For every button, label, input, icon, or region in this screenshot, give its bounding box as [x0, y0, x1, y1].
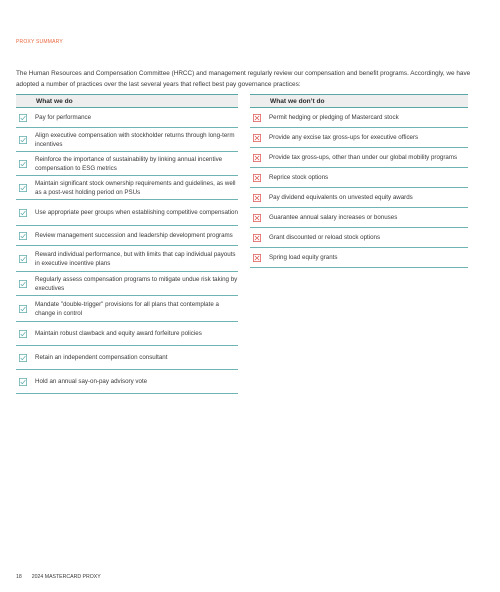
page-footer: [16, 574, 101, 580]
do-item-text: Mandate "double-trigger" provisions for all plans that contemplate a change in control: [35, 300, 219, 317]
what-we-dont-do-table: [250, 94, 468, 268]
dont-item-text: Pay dividend equivalents on unvested equity awards: [269, 194, 413, 201]
checkbox-cross-icon: [253, 214, 261, 222]
do-row: [16, 128, 238, 152]
do-item-text: Hold an annual say-on-pay advisory vote: [35, 378, 148, 385]
dont-row: [250, 208, 468, 228]
checkbox-check-icon: [19, 330, 27, 338]
dont-item-text: Guarantee annual salary increases or bonuses: [269, 214, 398, 221]
dont-item-text: Permit hedging or pledging of Mastercard stock: [269, 114, 399, 121]
dont-item-text: Provide any excise tax gross-ups for executive officers: [269, 134, 419, 141]
dont-row: [250, 248, 468, 268]
dont-row: [250, 168, 468, 188]
do-row: [16, 370, 238, 394]
checkbox-check-icon: [19, 232, 27, 240]
do-row: [16, 346, 238, 370]
do-row: [16, 176, 238, 200]
dont-row: [250, 128, 468, 148]
checkbox-check-icon: [19, 305, 27, 313]
checkbox-check-icon: [19, 255, 27, 263]
do-item-text: Reinforce the importance of sustainability by linking annual incentive compensation to ESG metrics: [35, 155, 223, 172]
do-item-text: Reward individual performance, but with limits that cap individual payouts in executive incentive plans: [35, 250, 236, 267]
checkbox-check-icon: [19, 114, 27, 122]
do-item-text: Maintain significant stock ownership requirements and guidelines, as well as a post-vest holding period on PSUs: [35, 179, 236, 196]
checkbox-cross-icon: [253, 154, 261, 162]
do-row: [16, 152, 238, 176]
checkbox-check-icon: [19, 184, 27, 192]
checkbox-cross-icon: [253, 174, 261, 182]
checkbox-cross-icon: [253, 194, 261, 202]
do-item-text: Retain an independent compensation consultant: [35, 354, 168, 361]
dont-item-text: Grant discounted or reload stock options: [269, 234, 381, 241]
do-row: [16, 226, 238, 246]
what-we-dont-do-header: What we don’t do: [250, 94, 468, 108]
dont-row: [250, 188, 468, 208]
intro-paragraph: The Human Resources and Compensation Committee (HRCC) and management regularly review our compensation and benefit programs. Accordingly, we have adopted a number of practices over the last several years that reflect best pay governance practices:: [16, 70, 471, 88]
dont-row: [250, 228, 468, 248]
checkbox-cross-icon: [253, 234, 261, 242]
dont-item-text: Provide tax gross-ups, other than under our global mobility programs: [269, 154, 458, 161]
do-row: [16, 296, 238, 322]
do-item-text: Use appropriate peer groups when establishing competitive compensation: [35, 209, 238, 216]
do-item-text: Maintain robust clawback and equity award forfeiture policies: [35, 330, 202, 337]
checkbox-check-icon: [19, 378, 27, 386]
checkbox-cross-icon: [253, 254, 261, 262]
do-row: [16, 246, 238, 272]
what-we-do-table: [16, 94, 238, 394]
do-item-text: Review management succession and leadership development programs: [35, 232, 233, 239]
dont-item-text: Reprice stock options: [269, 174, 329, 181]
checkbox-check-icon: [19, 354, 27, 362]
checkbox-check-icon: [19, 160, 27, 168]
what-we-do-header: What we do: [16, 94, 238, 108]
do-item-text: Align executive compensation with stockholder returns through long-term incentives: [35, 131, 235, 148]
dont-item-text: Spring load equity grants: [269, 254, 338, 261]
page-number: 18: [16, 574, 22, 580]
do-row: [16, 200, 238, 226]
do-row: [16, 108, 238, 128]
do-row: [16, 272, 238, 296]
document-title: 2024 MASTERCARD PROXY: [31, 574, 101, 580]
checkbox-check-icon: [19, 280, 27, 288]
checkbox-cross-icon: [253, 134, 261, 142]
do-row: [16, 322, 238, 346]
dont-row: [250, 148, 468, 168]
checkbox-check-icon: [19, 209, 27, 217]
do-item-text: Regularly assess compensation programs to mitigate undue risk taking by executives: [35, 275, 238, 292]
dont-row: [250, 108, 468, 128]
checkbox-check-icon: [19, 136, 27, 144]
do-item-text: Pay for performance: [35, 114, 92, 121]
section-label: PROXY SUMMARY: [16, 39, 63, 45]
checkbox-cross-icon: [253, 114, 261, 122]
